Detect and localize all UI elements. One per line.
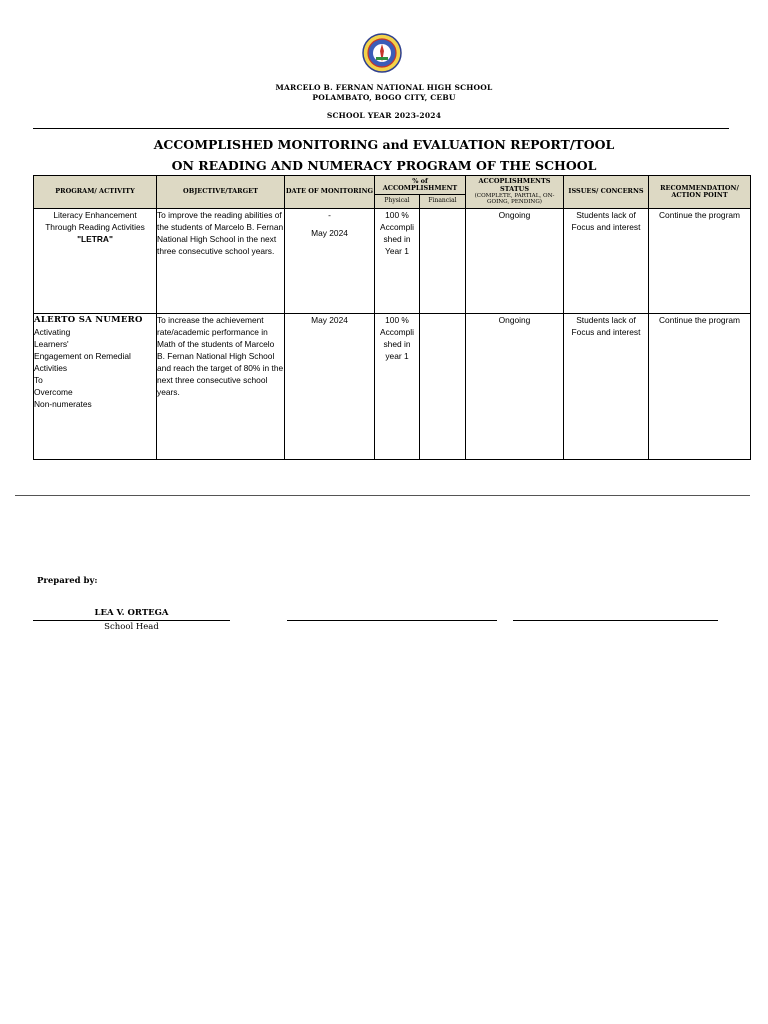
col-header-objective: OBJECTIVE/TARGET [157, 176, 285, 209]
program-line: Engagement on Remedial Activities [34, 351, 131, 373]
col-header-issues: ISSUES/ CONCERNS [564, 176, 649, 209]
report-title-line1: ACCOMPLISHED MONITORING and EVALUATION REPORT/TOOL [153, 137, 615, 152]
program-line: To [34, 375, 43, 385]
physical-cell: 100 % Accompli shed in Year 1 [375, 209, 420, 314]
school-year: SCHOOL YEAR 2023-2024 [326, 111, 442, 120]
signatory-position: School Head [104, 622, 159, 632]
recommendation-cell: Continue the program [649, 209, 751, 314]
col-header-percent: % of ACCOMPLISHMENT [375, 176, 466, 195]
header-divider [33, 128, 729, 129]
table-row [34, 209, 751, 314]
program-acronym: "LETRA" [77, 234, 113, 244]
col-header-physical: Physical [375, 195, 420, 209]
program-title: ALERTO SA NUMERO [34, 315, 143, 325]
report-title-line2: ON READING AND NUMERACY PROGRAM OF THE SCHOOL [171, 158, 597, 173]
date-dash: - [328, 210, 331, 220]
physical-cell: 100 % Accompli shed in year 1 [375, 314, 420, 460]
status-cell: Ongoing [466, 209, 564, 314]
school-seal-icon [362, 33, 402, 73]
program-line: Overcome [34, 387, 73, 397]
col-header-recommendation: RECOMMENDATION/ ACTION POINT [649, 176, 751, 209]
program-line: Through Reading Activities [45, 222, 145, 232]
program-cell [34, 314, 157, 460]
monitoring-report-table [33, 175, 751, 460]
issues-cell: Students lack of Focus and interest [564, 209, 649, 314]
program-line: Non-numerates [34, 399, 92, 409]
section-divider [15, 495, 750, 496]
signature-line [33, 620, 230, 621]
financial-cell [420, 314, 466, 460]
program-line: Learners' [34, 339, 69, 349]
col-header-date: DATE OF MONITORING [285, 176, 375, 209]
objective-cell: To improve the reading abilities of the students of Marcelo B. Fernan National High School in the next three consecutive school years. [157, 209, 285, 314]
issues-cell: Students lack of Focus and interest [564, 314, 649, 460]
status-header-label: ACCOPLISHMENTS STATUS [478, 177, 551, 193]
col-header-financial: Financial [420, 195, 466, 209]
recommendation-cell: Continue the program [649, 314, 751, 460]
prepared-by-label: Prepared by: [37, 576, 98, 586]
signatory-name: LEA V. ORTEGA [94, 608, 169, 618]
school-address: POLAMBATO, BOGO CITY, CEBU [312, 93, 456, 102]
date-cell: May 2024 [285, 314, 375, 460]
signature-line [287, 620, 497, 621]
financial-cell [420, 209, 466, 314]
col-header-program: PROGRAM/ ACTIVITY [34, 176, 157, 209]
objective-cell: To increase the achievement rate/academic performance in Math of the students of Marcelo B. Fernan National High School and reach the target of 80% in the next three consecutive school years. [157, 314, 285, 460]
program-line: Activating [34, 327, 71, 337]
table-row [34, 314, 751, 460]
school-name: MARCELO B. FERNAN NATIONAL HIGH SCHOOL [275, 83, 493, 92]
date-cell [285, 209, 375, 314]
signature-line [513, 620, 718, 621]
program-line: Literacy Enhancement [53, 210, 137, 220]
program-cell [34, 209, 157, 314]
col-header-status [466, 176, 564, 209]
status-cell: Ongoing [466, 314, 564, 460]
date-value: May 2024 [311, 228, 348, 238]
status-header-note: (COMPLETE, PARTIAL, ON-GOING, PENDING) [474, 193, 555, 206]
